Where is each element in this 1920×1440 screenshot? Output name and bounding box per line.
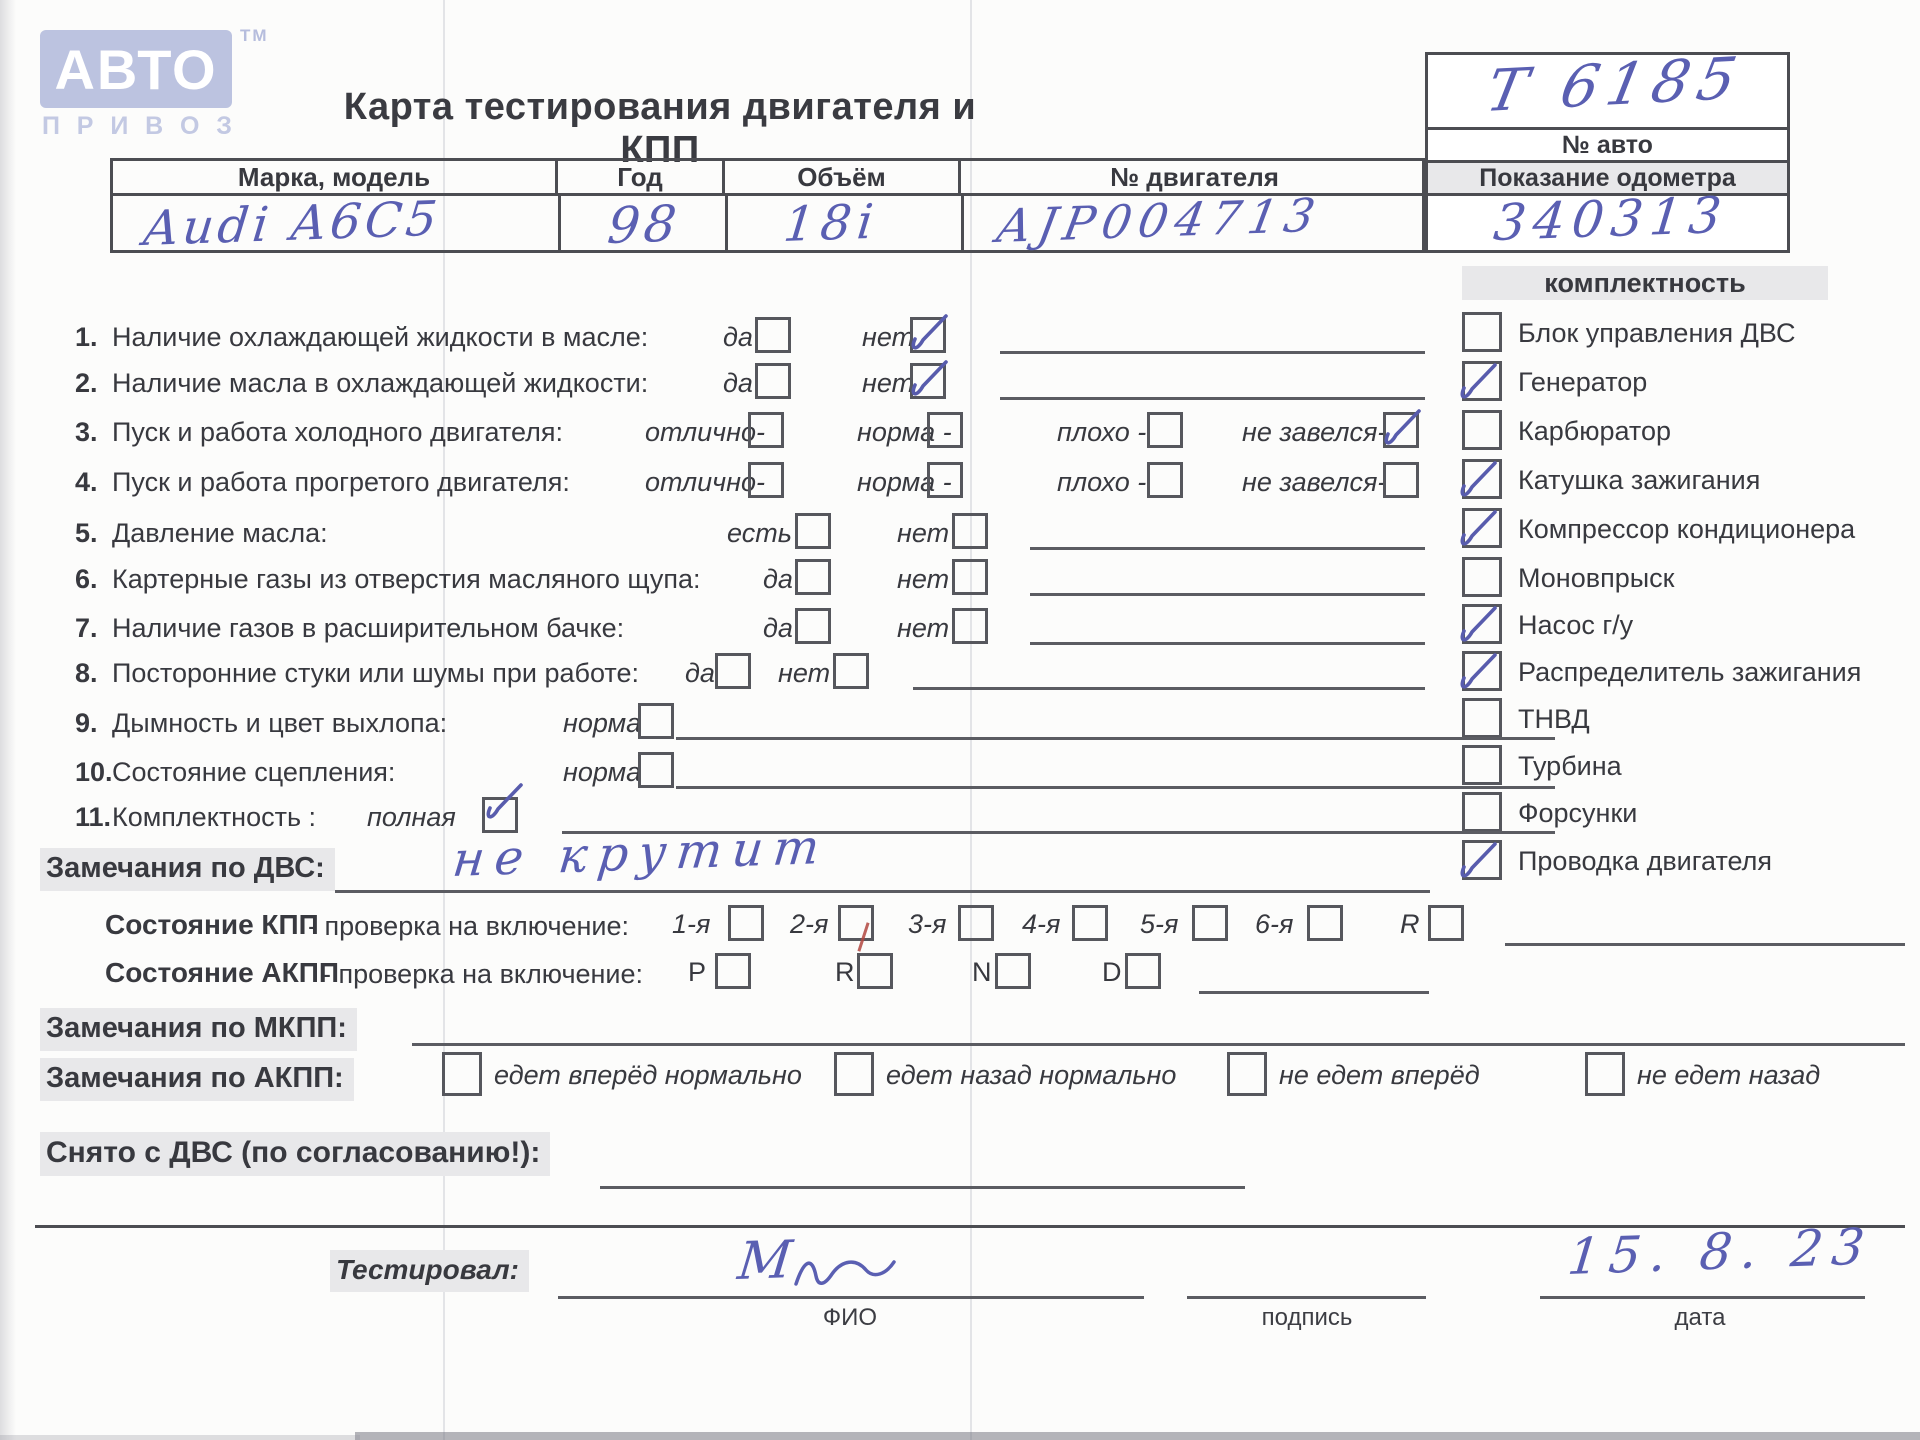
checkbox [638,703,674,739]
item-number: 5. [75,518,98,548]
option-label: отлично- [645,467,765,497]
odometer-value: 340313 [1491,185,1732,252]
gear-option-label: 6-я [1255,909,1294,939]
option-label: плохо - [1057,467,1147,497]
checklist-item-5 [0,513,1920,555]
check-mark [1379,404,1429,454]
item-label: Дымность и цвет выхлопа: [112,708,448,738]
checklist-item-10 [0,752,1920,794]
option-label: норма - [857,467,952,497]
date-line [1540,1296,1865,1299]
item-label: Давление масла: [112,518,328,548]
trademark-symbol: ТМ [240,26,269,45]
item-number: 3. [75,417,98,447]
checkbox [910,363,946,399]
option-label: да [723,368,753,398]
scan-edge-bottom [0,1435,360,1440]
item-label: Пуск и работа холодного двигателя: [112,417,563,447]
equipment-label: Турбина [1518,751,1622,781]
checkbox [1383,412,1419,448]
gear-option-label: R [1400,909,1420,939]
removed-line [600,1186,1245,1189]
equipment-label: Распределитель зажигания [1518,657,1862,687]
kpp-line [1505,943,1905,946]
checklist-item-3 [0,412,1920,454]
fill-line [1030,593,1425,596]
item-label: Картерные газы из отверстия масляного щупа: [112,564,701,594]
gear-option-label: D [1102,957,1122,987]
col-header-engine-number: № двигателя [961,161,1428,196]
item-label: Наличие охлаждающей жидкости в масле: [112,322,649,352]
option-label: нет [897,613,950,643]
dvs-remarks-label: Замечания по ДВС: [40,848,335,891]
fill-line [676,786,1555,789]
item-label: Посторонние стуки или шумы при работе: [112,658,639,688]
odometer-label: Показание одометра [1428,163,1787,196]
mkpp-remarks-line [412,1043,1905,1046]
item-label: Комплектность : [112,802,317,832]
logo-text-bottom [42,112,232,141]
car-number-value: Т 6185 [1481,43,1751,125]
item-number: 2. [75,368,98,398]
checkbox [755,363,791,399]
checkbox [795,513,831,549]
logo-letter: В [145,112,164,140]
item-label: Наличие масла в охлаждающей жидкости: [112,368,649,398]
checklist-item-9 [0,703,1920,745]
checkbox [1072,905,1108,941]
checkbox [1192,905,1228,941]
item-label: Состояние сцепления: [112,757,396,787]
fill-line [1000,397,1425,400]
checklist-item-8 [0,653,1920,695]
gear-option-label: R [835,957,855,987]
equipment-label: Проводка двигателя [1518,846,1772,876]
equipment-label: Компрессор кондиционера [1518,514,1856,544]
item-number: 9. [75,708,98,738]
option-label: плохо - [1057,417,1147,447]
akpp-label-rest: - проверка на включение: [322,959,644,989]
checklist-item-2 [0,363,1920,405]
akpp-remark-option-label: не едет назад [1637,1060,1821,1090]
option-label: нет [862,368,915,398]
fio-label: ФИО [822,1304,878,1331]
logo-text-top: АВТО [54,37,218,101]
equipment-label: Блок управления ДВС [1518,318,1796,348]
checkbox [958,905,994,941]
item-number: 4. [75,467,98,497]
checkbox [927,462,963,498]
brand-model-value: Audi A6C5 [141,190,444,257]
checklist-item-6 [0,559,1920,601]
equipment-label: Форсунки [1518,798,1638,828]
tested-by-label: Тестировал: [330,1250,529,1292]
logo-letter: И [110,112,129,140]
option-label: отлично- [645,417,765,447]
checkbox [638,752,674,788]
checkbox [1307,905,1343,941]
signature-line [1187,1296,1426,1299]
checkbox [442,1052,482,1096]
checkbox [1125,953,1161,989]
removed-from-engine-label: Снято с ДВС (по согласованию!): [40,1132,550,1176]
fio-line [558,1296,1144,1299]
col-header-brand: Марка, модель [113,161,558,196]
akpp-label: Состояние АКПП [105,957,339,988]
option-label: норма [563,708,642,738]
checkbox [1227,1052,1267,1096]
fill-line [1030,642,1425,645]
table-divider [558,196,561,253]
gear-option-label: P [688,957,707,987]
dvs-remarks-value: не крутит [450,818,832,888]
kpp-check-row [0,905,1920,947]
equipment-label: Генератор [1518,367,1648,397]
checkbox [1147,462,1183,498]
signature-label: подпись [1261,1304,1353,1331]
vehicle-table [110,158,1425,257]
checkbox [995,953,1031,989]
checkbox [715,953,751,989]
option-label: нет [862,322,915,352]
item-label: Наличие газов в расширительном бачке: [112,613,625,643]
logo-letter: П [42,112,60,140]
akpp-check-row [0,953,1920,995]
akpp-remarks-label: Замечания по АКПП: [40,1058,354,1101]
check-mark [481,778,531,828]
check-mark [906,355,956,405]
checkbox [910,317,946,353]
equipment-label: Насос г/у [1518,610,1634,640]
option-label: нет [897,518,950,548]
akpp-remark-option-label: едет вперёд нормально [494,1060,802,1090]
volume-value: 18i [781,193,882,253]
checkbox [748,412,784,448]
logo-letter: О [180,112,200,140]
checkbox [1585,1052,1625,1096]
option-label: да [763,613,793,643]
checkbox [927,412,963,448]
item-number: 10. [75,757,113,787]
checkbox [482,797,518,833]
checkbox [1147,412,1183,448]
item-label: Пуск и работа прогретого двигателя: [112,467,570,497]
akpp-remark-option-label: не едет вперёд [1279,1060,1480,1090]
checkbox [795,559,831,595]
gear-option-label: N [972,957,992,987]
checkbox [833,653,869,689]
akpp-line [1199,991,1429,994]
fill-line [676,737,1555,740]
option-label: нет [897,564,950,594]
page-title: Карта тестирования двигателя и КПП [343,86,977,171]
item-number: 8. [75,658,98,688]
item-number: 6. [75,564,98,594]
dvs-remarks-line [335,890,1430,893]
item-number: 11. [75,802,112,832]
kpp-label-rest: - проверка на включение: [308,911,630,941]
tester-signature: М [735,1230,795,1292]
akpp-remark-option-label: едет назад нормально [886,1060,1177,1090]
gear-option-label: 2-я [790,909,829,939]
checkbox [748,462,784,498]
item-number: 7. [75,613,98,643]
option-label: есть [727,518,792,548]
checklist-item-11 [0,797,1920,839]
checkbox [952,559,988,595]
checklist-item-7 [0,608,1920,650]
checklist-item-4 [0,462,1920,504]
option-label: да [685,658,715,688]
checkbox [1462,840,1502,880]
col-header-year: Год [558,161,725,196]
engine-number-value: AJP004713 [993,187,1326,253]
checkbox [755,317,791,353]
gear-option-label: 1-я [672,909,711,939]
year-value: 98 [605,194,684,255]
checkbox [857,953,893,989]
table-divider [725,196,728,253]
signature-flourish [790,1248,900,1298]
option-label: не завелся- [1242,417,1387,447]
option-label: да [763,564,793,594]
scan-edge-bottom [355,1432,1920,1440]
mkpp-remarks-label: Замечания по МКПП: [40,1008,357,1051]
gear-option-label: 4-я [1022,909,1061,939]
car-number-label: № авто [1428,130,1787,163]
equipment-label: ТНВД [1518,704,1590,734]
logo-letter: З [216,112,232,140]
equipment-label: Моновпрыск [1518,563,1675,593]
option-label: нет [778,658,831,688]
car-number-box [1425,43,1790,253]
equipment-item [1462,840,1920,882]
checklist-item-1 [0,317,1920,359]
gear-option-label: 5-я [1140,909,1179,939]
option-label: полная [367,802,456,832]
equipment-label: Катушка зажигания [1518,465,1761,495]
option-label: норма - [857,417,952,447]
option-label: да [723,322,753,352]
fill-line [913,687,1425,690]
kpp-label: Состояние КПП [105,909,319,940]
fill-line [1030,547,1425,550]
checkbox [952,513,988,549]
item-number: 1. [75,322,98,352]
gear-option-label: 3-я [908,909,947,939]
equipment-header: комплектность [1462,266,1828,300]
table-divider [961,196,964,253]
checkbox [715,653,751,689]
checkbox [795,608,831,644]
option-label: не завелся- [1242,467,1387,497]
col-header-volume: Объём [725,161,961,196]
check-mark [906,309,956,359]
date-value: 15. 8. 23 [1565,1217,1877,1286]
fill-line [1000,351,1425,354]
checkbox [952,608,988,644]
date-label: дата [1674,1304,1726,1331]
checkbox [728,905,764,941]
avto-privoz-logo [40,30,232,108]
option-label: норма [563,757,642,787]
checkbox [1383,462,1419,498]
checkbox [834,1052,874,1096]
logo-letter: Р [76,112,94,140]
checkbox [1428,905,1464,941]
equipment-label: Карбюратор [1518,416,1672,446]
check-mark [1455,837,1505,887]
